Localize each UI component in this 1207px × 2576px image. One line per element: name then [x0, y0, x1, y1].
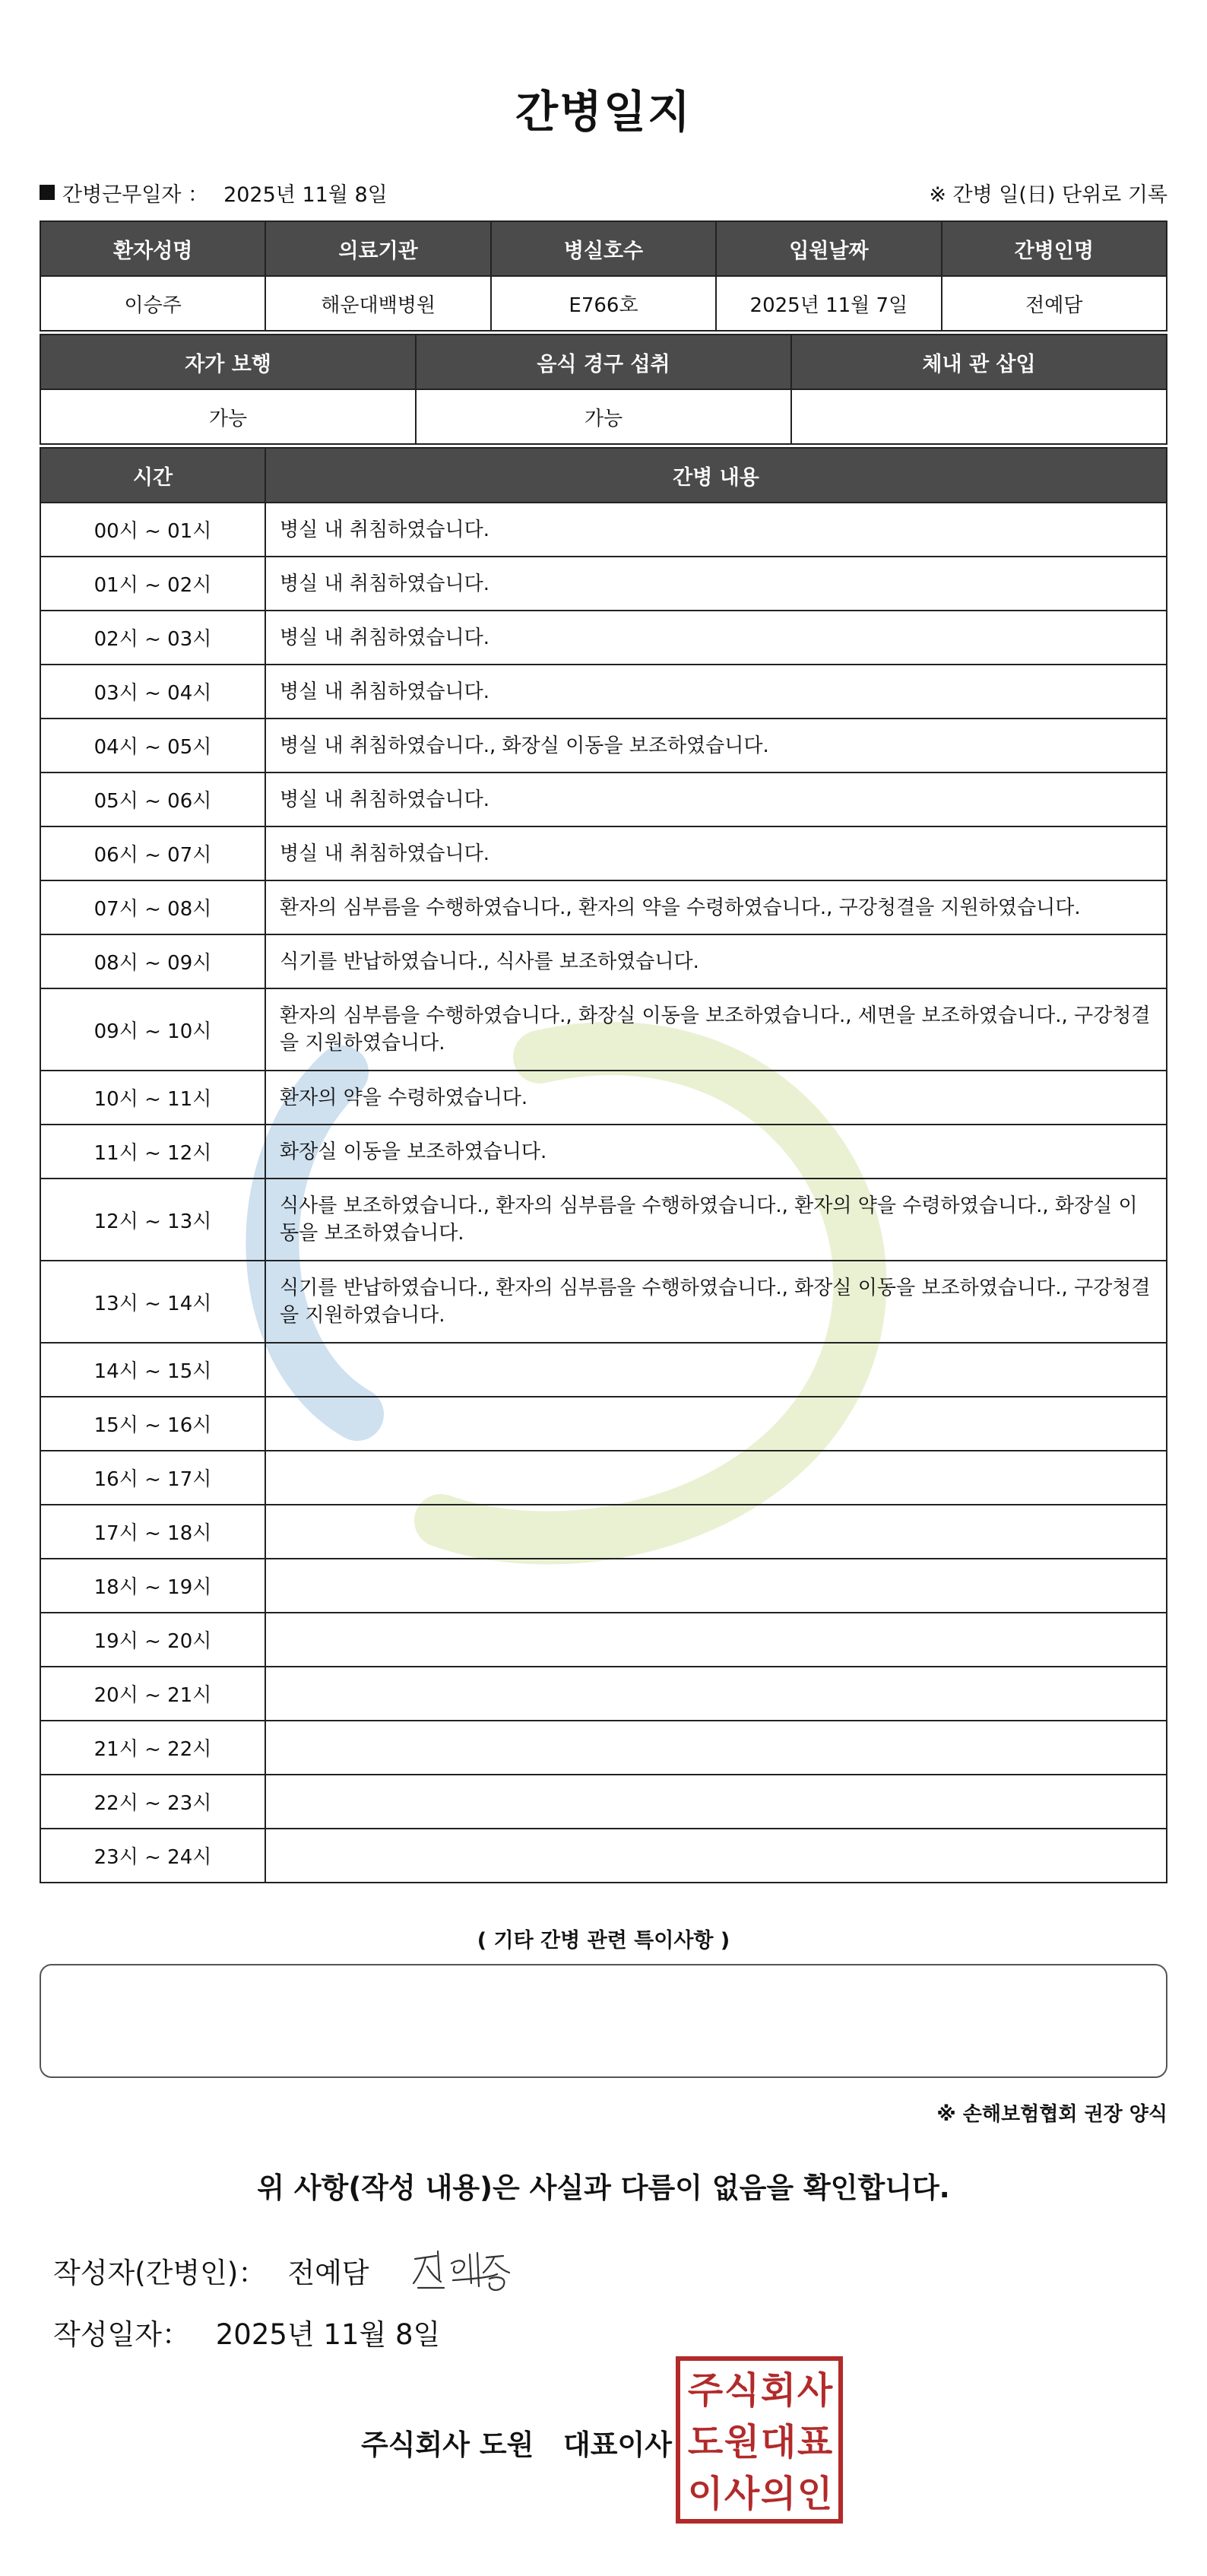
- writer-line: [53, 2244, 529, 2297]
- content-cell: 병실 내 취침하였습니다.: [265, 772, 1167, 826]
- content-cell: 식사를 보조하였습니다., 환자의 심부름을 수행하였습니다., 환자의 약을 수령하였습니다., 화장실 이동을 보조하였습니다.: [265, 1179, 1167, 1261]
- patient-value-row: [40, 276, 1167, 331]
- patient-info-table: [40, 220, 1167, 332]
- time-cell: 20시 ~ 21시: [40, 1667, 265, 1721]
- time-cell: 18시 ~ 19시: [40, 1559, 265, 1613]
- table-row: [40, 1125, 1167, 1179]
- svg-text:식: 식: [724, 2369, 760, 2412]
- header-room: 병실호수: [491, 221, 716, 276]
- svg-text:도: 도: [687, 2421, 724, 2463]
- time-cell: 03시 ~ 04시: [40, 665, 265, 719]
- admission-date: 2025년 11월 7일: [716, 276, 941, 331]
- content-cell: 식기를 반납하였습니다., 환자의 심부름을 수행하였습니다., 화장실 이동을 보조하였습니다., 구강청결을 지원하였습니다.: [265, 1261, 1167, 1343]
- header-caregiver: 간병인명: [942, 221, 1167, 276]
- content-cell: 식기를 반납하였습니다., 식사를 보조하였습니다.: [265, 934, 1167, 988]
- time-cell: 17시 ~ 18시: [40, 1505, 265, 1559]
- meta-row: [40, 177, 1167, 208]
- header-care-content: 간병 내용: [265, 448, 1167, 503]
- bullet-square-icon: [40, 185, 55, 200]
- svg-text:사: 사: [797, 2369, 833, 2412]
- content-cell: [265, 1451, 1167, 1505]
- time-cell: 23시 ~ 24시: [40, 1829, 265, 1883]
- table-row: [40, 1451, 1167, 1505]
- written-date-value: 2025년 11월 8일: [215, 2318, 441, 2351]
- work-date-value: 2025년 11월 8일: [223, 182, 388, 207]
- table-row: [40, 1071, 1167, 1125]
- work-date: [40, 178, 388, 208]
- content-cell: 환자의 심부름을 수행하였습니다., 환자의 약을 수령하였습니다., 구강청결을 지원하였습니다.: [265, 880, 1167, 934]
- content-cell: 환자의 심부름을 수행하였습니다., 화장실 이동을 보조하였습니다., 세면을 보조하였습니다., 구강청결을 지원하였습니다.: [265, 988, 1167, 1071]
- content-cell: [265, 1829, 1167, 1883]
- header-time: 시간: [40, 448, 265, 503]
- time-cell: 05시 ~ 06시: [40, 772, 265, 826]
- self-walking-value: 가능: [40, 389, 416, 444]
- recommend-note: ※ 손해보험협회 권장 양식: [936, 2103, 1167, 2126]
- time-cell: 14시 ~ 15시: [40, 1343, 265, 1397]
- svg-text:회: 회: [760, 2369, 797, 2412]
- content-cell: [265, 1397, 1167, 1451]
- table-row: [40, 665, 1167, 719]
- table-row: [40, 1505, 1167, 1559]
- table-row: [40, 1775, 1167, 1829]
- table-row: [40, 503, 1167, 557]
- content-cell: [265, 1613, 1167, 1667]
- signature-icon: [407, 2244, 529, 2297]
- table-row: [40, 557, 1167, 611]
- content-cell: [265, 1559, 1167, 1613]
- written-date-label: 작성일자：: [53, 2318, 190, 2351]
- table-row: [40, 611, 1167, 665]
- tube-insertion-value: [791, 389, 1167, 444]
- company-seal-icon: [675, 2356, 844, 2524]
- work-date-label: 간병근무일자 ：: [62, 182, 209, 207]
- abilities-header-row: [40, 335, 1167, 389]
- time-cell: 06시 ~ 07시: [40, 826, 265, 880]
- table-row: [40, 880, 1167, 934]
- time-cell: 13시 ~ 14시: [40, 1261, 265, 1343]
- table-row: [40, 1179, 1167, 1261]
- table-row: [40, 1667, 1167, 1721]
- institution: 해운대백병원: [265, 276, 490, 331]
- log-header-row: [40, 448, 1167, 503]
- time-cell: 08시 ~ 09시: [40, 934, 265, 988]
- table-row: [40, 719, 1167, 772]
- time-cell: 10시 ~ 11시: [40, 1071, 265, 1125]
- content-cell: 환자의 약을 수령하였습니다.: [265, 1071, 1167, 1125]
- header-tube-insertion: 체내 관 삽입: [791, 335, 1167, 389]
- svg-text:대: 대: [760, 2421, 797, 2463]
- table-row: [40, 1613, 1167, 1667]
- svg-text:표: 표: [797, 2421, 833, 2463]
- table-row: [40, 772, 1167, 826]
- time-cell: 00시 ~ 01시: [40, 503, 265, 557]
- content-cell: 병실 내 취침하였습니다.: [265, 665, 1167, 719]
- oral-intake-value: 가능: [416, 389, 791, 444]
- care-log-table: [40, 447, 1167, 1883]
- content-cell: 병실 내 취침하였습니다.: [265, 826, 1167, 880]
- content-cell: 병실 내 취침하였습니다., 화장실 이동을 보조하였습니다.: [265, 719, 1167, 772]
- time-cell: 02시 ~ 03시: [40, 611, 265, 665]
- svg-text:주: 주: [687, 2369, 724, 2412]
- content-cell: [265, 1343, 1167, 1397]
- content-cell: 화장실 이동을 보조하였습니다.: [265, 1125, 1167, 1179]
- svg-text:사: 사: [724, 2473, 760, 2515]
- table-row: [40, 1397, 1167, 1451]
- svg-text:원: 원: [724, 2421, 760, 2463]
- content-cell: [265, 1721, 1167, 1775]
- content-cell: [265, 1775, 1167, 1829]
- writer-name: 전예담: [287, 2257, 369, 2289]
- content-cell: 병실 내 취침하였습니다.: [265, 503, 1167, 557]
- document-title: 간병일지: [515, 86, 692, 138]
- patient-name: 이승주: [40, 276, 265, 331]
- table-row: [40, 1559, 1167, 1613]
- content-cell: [265, 1667, 1167, 1721]
- time-cell: 19시 ~ 20시: [40, 1613, 265, 1667]
- time-cell: 04시 ~ 05시: [40, 719, 265, 772]
- header-patient-name: 환자성명: [40, 221, 265, 276]
- svg-text:인: 인: [797, 2473, 833, 2515]
- header-admission-date: 입원날짜: [716, 221, 941, 276]
- time-cell: 22시 ~ 23시: [40, 1775, 265, 1829]
- table-row: [40, 934, 1167, 988]
- confirmation-statement: 위 사항(작성 내용)은 사실과 다름이 없음을 확인합니다.: [257, 2172, 950, 2204]
- time-cell: 11시 ~ 12시: [40, 1125, 265, 1179]
- table-row: [40, 1261, 1167, 1343]
- svg-text:이: 이: [687, 2473, 724, 2515]
- caregiver-name: 전예담: [942, 276, 1167, 331]
- content-cell: 병실 내 취침하였습니다.: [265, 611, 1167, 665]
- header-institution: 의료기관: [265, 221, 490, 276]
- notes-box: [40, 1964, 1167, 2078]
- time-cell: 01시 ~ 02시: [40, 557, 265, 611]
- writer-label: 작성자(간병인)：: [53, 2257, 267, 2289]
- table-row: [40, 826, 1167, 880]
- time-cell: 07시 ~ 08시: [40, 880, 265, 934]
- header-oral-intake: 음식 경구 섭취: [416, 335, 791, 389]
- content-cell: 병실 내 취침하였습니다.: [265, 557, 1167, 611]
- content-cell: [265, 1505, 1167, 1559]
- time-cell: 12시 ~ 13시: [40, 1179, 265, 1261]
- time-cell: 21시 ~ 22시: [40, 1721, 265, 1775]
- room-number: E766호: [491, 276, 716, 331]
- table-row: [40, 1829, 1167, 1883]
- notes-title: ( 기타 간병 관련 특이사항 ): [477, 1929, 730, 1953]
- time-cell: 16시 ~ 17시: [40, 1451, 265, 1505]
- time-cell: 09시 ~ 10시: [40, 988, 265, 1071]
- header-self-walking: 자가 보행: [40, 335, 416, 389]
- table-row: [40, 1721, 1167, 1775]
- record-note: ※ 간병 일(日) 단위로 기록: [929, 182, 1167, 207]
- abilities-table: [40, 334, 1167, 445]
- time-cell: 15시 ~ 16시: [40, 1397, 265, 1451]
- written-date-line: [53, 2311, 440, 2352]
- svg-text:의: 의: [760, 2473, 797, 2515]
- patient-header-row: [40, 221, 1167, 276]
- company-representative: 주식회사 도원 대표이사: [361, 2428, 672, 2461]
- abilities-value-row: [40, 389, 1167, 444]
- table-row: [40, 1343, 1167, 1397]
- table-row: [40, 988, 1167, 1071]
